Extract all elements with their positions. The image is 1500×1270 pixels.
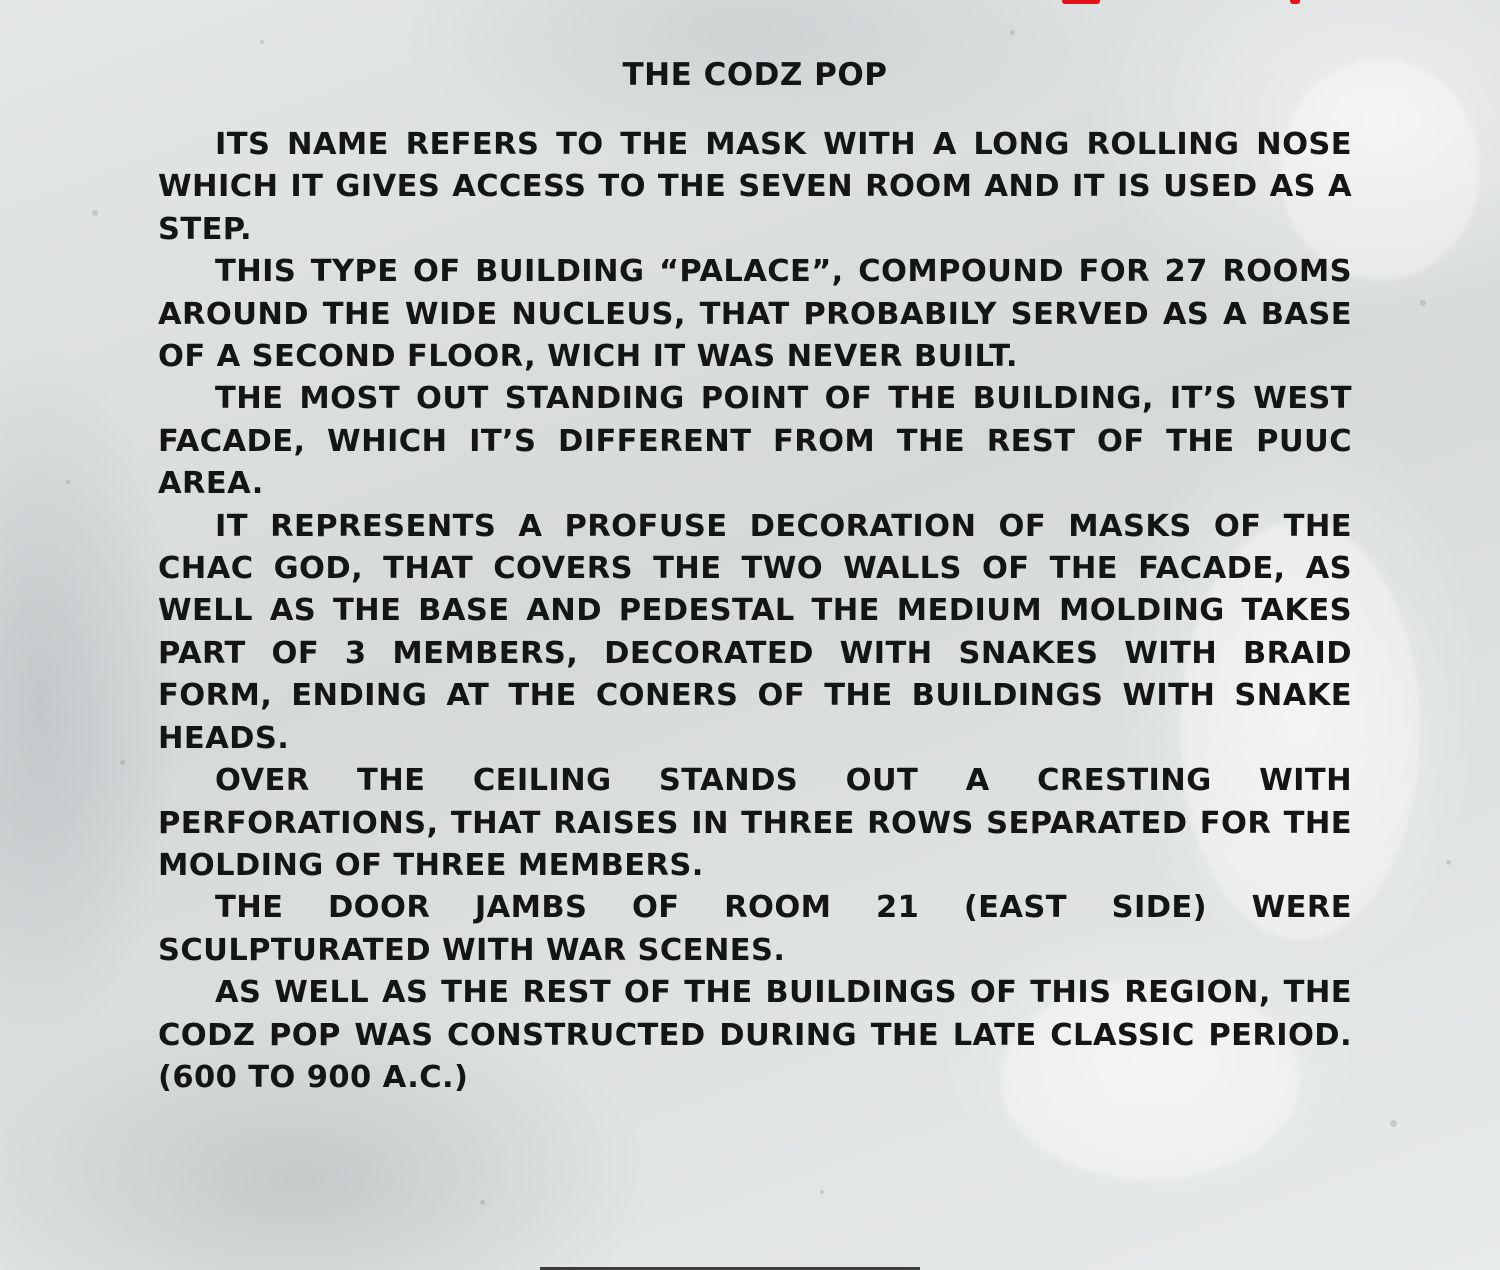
surface-speck xyxy=(92,210,98,216)
sign-text xyxy=(158,54,1352,1099)
red-edge-mark xyxy=(1290,0,1300,4)
sign-paragraph: THE MOST OUT STANDING POINT OF THE BUILDING, IT’S WEST FACADE, WHICH IT’S DIFFERENT FROM THE REST OF THE PUUC AREA. xyxy=(158,381,1352,502)
surface-speck xyxy=(1420,300,1426,306)
surface-speck xyxy=(1010,30,1015,35)
surface-speck xyxy=(480,1200,485,1205)
surface-speck xyxy=(1390,1120,1397,1127)
sign-paragraph: THIS TYPE OF BUILDING “PALACE”, COMPOUND FOR 27 ROOMS AROUND THE WIDE NUCLEUS, THAT PROBABILY SERVED AS A BASE OF A SECOND FLOOR, WICH IT WAS NEVER BUILT. xyxy=(158,254,1352,375)
red-edge-mark xyxy=(1062,0,1100,4)
surface-speck xyxy=(260,40,264,44)
sign-title: THE CODZ POP xyxy=(622,57,888,93)
sign-paragraph: OVER THE CEILING STANDS OUT A CRESTING WITH PERFORATIONS, THAT RAISES IN THREE ROWS SEPARATED FOR THE MOLDING OF THREE MEMBERS. xyxy=(158,763,1352,883)
surface-speck xyxy=(120,760,125,765)
surface-speck xyxy=(820,1190,824,1194)
sign-paragraph: THE DOOR JAMBS OF ROOM 21 (EAST SIDE) WERE SCULPTURATED WITH WAR SCENES. xyxy=(158,890,1352,968)
sign-paragraph: IT REPRESENTS A PROFUSE DECORATION OF MASKS OF THE CHAC GOD, THAT COVERS THE TWO WALLS OF THE FACADE, AS WELL AS THE BASE AND PEDESTAL THE MEDIUM MOLDING TAKES PART OF 3 MEMBERS, DECORATED WITH SNAKES WITH BRAID FORM, ENDING AT THE CONERS OF THE BUILDINGS WITH SNAKE HEADS. xyxy=(158,508,1352,756)
sign-paragraph: AS WELL AS THE REST OF THE BUILDINGS OF THIS REGION, THE CODZ POP WAS CONSTRUCTED DURING THE LATE CLASSIC PERIOD. (600 TO 900 A.C.) xyxy=(158,975,1352,1095)
surface-speck xyxy=(1446,860,1451,865)
sign-paragraph: ITS NAME REFERS TO THE MASK WITH A LONG ROLLING NOSE WHICH IT GIVES ACCESS TO THE SEVEN ROOM AND IT IS USED AS A STEP. xyxy=(158,127,1352,247)
surface-speck xyxy=(66,480,70,484)
